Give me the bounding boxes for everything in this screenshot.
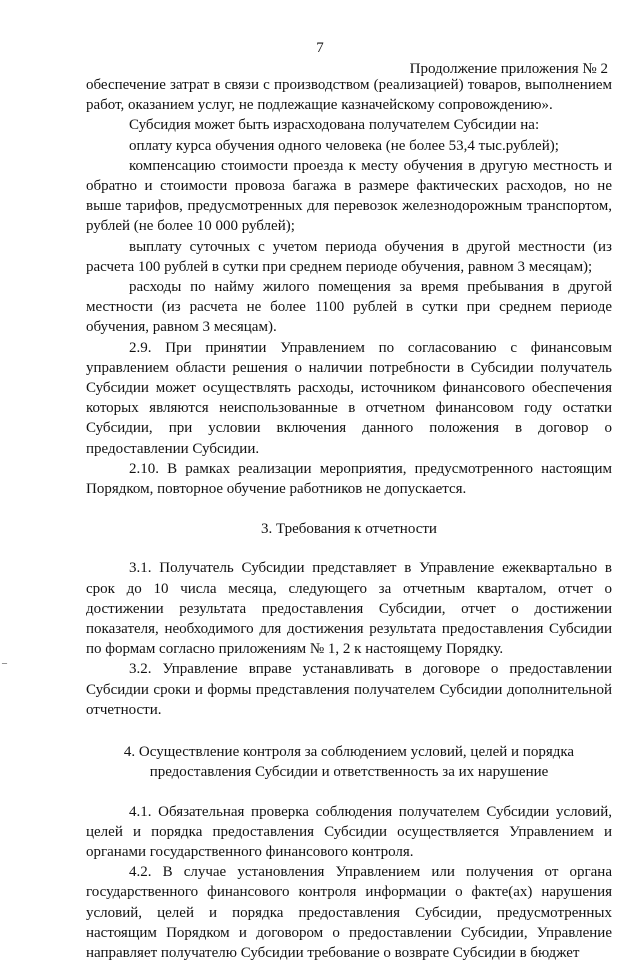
paragraph-travel: компенсацию стоимости проезда к месту обучения в другую местность и обратно и стоимости провоза багажа в размере фактических расходов, но не выше тарифов, предусмотренных для перевозок железнодорожным транспортом, рублей (не более 10 000 рублей);: [86, 157, 612, 235]
paragraph-3-2: 3.2. Управление вправе устанавливать в договоре о предоставлении Субсидии сроки и формы представления получателем Субсидии дополнительной отчетности.: [86, 661, 612, 718]
section-4-heading-line2: предоставления Субсидии и ответственность за их нарушение: [149, 764, 549, 781]
paragraph-4-1: 4.1. Обязательная проверка соблюдения получателем Субсидии условий, целей и порядка предоставления Субсидии осуществляется Управлением и органами государственного финансового контроля.: [86, 803, 612, 860]
paragraph-3-1: 3.1. Получатель Субсидии представляет в Управление ежеквартально в срок до 10 числа месяца, следующего за отчетным кварталом, отчет о достижении результата предоставления Субсидии, отчет о достижении показателя, необходимого для достижения результата предоставления Субсидии по формам согласно приложениям № 1, 2 к настоящему Порядку.: [86, 560, 612, 658]
margin-mark: –: [2, 658, 7, 669]
paragraph-subsidy-use: Субсидия может быть израсходована получателем Субсидии на:: [129, 117, 540, 134]
paragraph-4-2: 4.2. В случае установления Управлением или получения от органа государственного финансового контроля информации о факте(ах) нарушения условий, целей и порядка предоставления Субсидии, предусмотренных настоящим Порядком и договором о предоставлении Субсидии, Управление направляет получателю Субсидии требование о возврате Субсидии в бюджет: [86, 864, 612, 961]
paragraph-housing: расходы по найму жилого помещения за время пребывания в другой местности (из расчета не более 1100 рублей в сутки при среднем периоде обучения, равном 3 месяцам).: [86, 279, 612, 336]
document-body: [86, 75, 612, 963]
paragraph-intro: обеспечение затрат в связи с производством (реализацией) товаров, выполнением работ, оказанием услуг, не подлежащие казначейскому сопровождению».: [86, 77, 612, 114]
section-4-heading: [86, 742, 612, 782]
paragraph-course-fee: оплату курса обучения одного человека (не более 53,4 тыс.рублей);: [129, 137, 559, 154]
section-4-heading-line1: 4. Осуществление контроля за соблюдением условий, целей и порядка: [123, 744, 575, 761]
page-number: 7: [316, 40, 324, 56]
section-3-heading: 3. Требования к отчетности: [261, 521, 437, 538]
paragraph-2-9: 2.9. При принятии Управлением по согласованию с финансовым управлением области решения о наличии потребности в Субсидии получатель Субсидии может осуществлять расходы, источником финансового обеспечения которых являются неиспользованные в отчетном финансовом году остатки Субсидии, при условии включения данного положения в договор о предоставлении Субсидии.: [86, 339, 612, 457]
paragraph-daily-allowance: выплату суточных с учетом периода обучения в другой местности (из расчета 100 рублей в сутки при среднем периоде обучения, равном 3 месяцам);: [86, 238, 612, 275]
appendix-continuation: Продолжение приложения № 2: [409, 61, 608, 77]
paragraph-2-10: 2.10. В рамках реализации мероприятия, предусмотренного настоящим Порядком, повторное обучение работников не допускается.: [86, 460, 612, 498]
